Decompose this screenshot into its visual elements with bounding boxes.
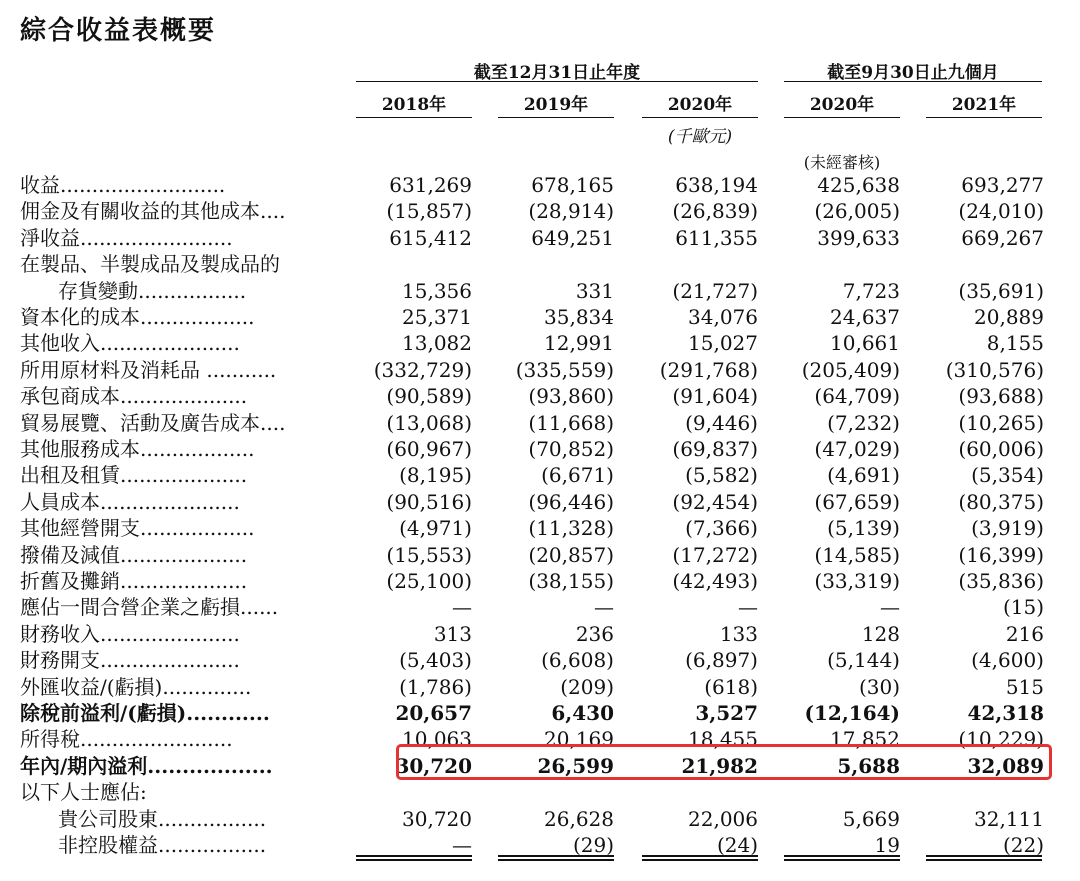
row-label: 所得稅........................ [20, 727, 233, 752]
table-row [0, 357, 1080, 383]
value-cell: — [738, 595, 758, 620]
value-cell: (60,006) [958, 437, 1044, 461]
row-label: 人員成本...................... [20, 489, 240, 514]
value-cell: 17,852 [830, 727, 900, 752]
value-cell: 8,155 [986, 331, 1044, 356]
header-group-nine-months: 截至9月30日止九個月 [827, 63, 999, 83]
value-cell: (16,399) [958, 542, 1044, 567]
value-cell: (1,786) [399, 674, 472, 699]
value-cell: — [452, 833, 472, 857]
double-underline [356, 855, 472, 861]
value-cell: 5,688 [837, 753, 900, 778]
row-label: 外匯收益/(虧損).............. [20, 674, 252, 699]
value-cell: 15,356 [402, 278, 472, 303]
value-cell: 34,076 [688, 305, 758, 329]
value-cell: 6,430 [551, 701, 614, 725]
value-cell: 18,455 [688, 727, 758, 752]
value-cell: 669,267 [961, 225, 1044, 250]
row-label: 財務開支...................... [20, 648, 240, 673]
header-group-year: 截至12月31日止年度 [473, 63, 641, 83]
table-row [0, 251, 1080, 277]
value-cell: (64,709) [814, 384, 900, 409]
table-row [0, 330, 1080, 356]
year-rule [784, 117, 900, 118]
value-cell: 26,628 [544, 806, 614, 831]
value-cell: (24) [716, 833, 758, 857]
value-cell: 20,657 [395, 701, 472, 725]
year-rule [642, 117, 758, 118]
table-row [0, 304, 1080, 330]
value-cell: (15) [1002, 595, 1044, 620]
value-cell: 35,834 [544, 305, 614, 329]
value-cell: (28,914) [528, 199, 614, 224]
value-cell: 615,412 [389, 225, 472, 250]
value-cell: 216 [1005, 621, 1044, 646]
value-cell: 678,165 [531, 173, 614, 197]
page-title: 綜合收益表概要 [20, 16, 217, 46]
value-cell: 32,111 [974, 806, 1044, 831]
value-cell: (6,671) [541, 463, 614, 488]
value-cell: 19 [874, 833, 900, 857]
value-cell: (25,100) [386, 569, 472, 593]
value-cell: 425,638 [817, 173, 900, 197]
row-label: 貴公司股東................. [58, 806, 267, 831]
value-cell: (93,860) [528, 384, 614, 409]
value-cell: (5,582) [685, 463, 758, 488]
value-cell: (26,005) [814, 199, 900, 224]
table-row [0, 594, 1080, 620]
table-row [0, 383, 1080, 409]
unit-label: (千歐元) [667, 127, 733, 147]
table-row [0, 172, 1080, 198]
row-label: 應佔一間合營企業之虧損...... [20, 595, 279, 620]
value-cell: (5,403) [399, 648, 472, 673]
value-cell: 313 [433, 621, 472, 646]
value-cell: (6,608) [541, 648, 614, 673]
year-header-2021-9m: 2021年 [951, 95, 1017, 115]
value-cell: (47,029) [814, 437, 900, 461]
value-cell: (69,837) [672, 437, 758, 461]
table-row [0, 198, 1080, 224]
value-cell: 24,637 [830, 305, 900, 329]
row-label: 貿易展覽、活動及廣告成本.... [20, 410, 286, 435]
row-label: 財務收入...................... [20, 621, 240, 646]
value-cell: (33,319) [814, 569, 900, 593]
row-label: 淨收益........................ [20, 225, 233, 250]
row-label: 除稅前溢利/(虧損)............ [20, 701, 270, 725]
row-label: 佣金及有關收益的其他成本.... [20, 199, 286, 224]
value-cell: (80,375) [958, 489, 1044, 514]
value-cell: 15,027 [688, 331, 758, 356]
table-row [0, 542, 1080, 568]
value-cell: 128 [861, 621, 900, 646]
value-cell: (13,068) [386, 410, 472, 435]
value-cell: (12,164) [804, 701, 900, 725]
row-label: 收益.......................... [20, 173, 226, 197]
value-cell: (6,897) [685, 648, 758, 673]
value-cell: 5,669 [842, 806, 900, 831]
value-cell: (14,585) [814, 542, 900, 567]
value-cell: (35,691) [958, 278, 1044, 303]
table-row [0, 674, 1080, 700]
table-row [0, 568, 1080, 594]
row-label: 撥備及減值.................... [20, 542, 248, 567]
header-group-nine-months-rule [784, 81, 1042, 82]
table-row [0, 779, 1080, 805]
value-cell: (60,967) [386, 437, 472, 461]
value-cell: (10,265) [958, 410, 1044, 435]
double-underline [926, 855, 1042, 861]
value-cell: (30) [858, 674, 900, 699]
value-cell: 133 [719, 621, 758, 646]
value-cell: 13,082 [402, 331, 472, 356]
value-cell: 631,269 [389, 173, 472, 197]
table-row [0, 515, 1080, 541]
value-cell: (7,366) [685, 516, 758, 541]
value-cell: 21,982 [681, 753, 758, 778]
value-cell: (93,688) [958, 384, 1044, 409]
value-cell: (7,232) [827, 410, 900, 435]
double-underline [784, 855, 900, 861]
row-label: 其他收入...................... [20, 331, 240, 356]
value-cell: 12,991 [544, 331, 614, 356]
value-cell: 22,006 [688, 806, 758, 831]
value-cell: 399,633 [817, 225, 900, 250]
value-cell: (20,857) [528, 542, 614, 567]
year-header-2020: 2020年 [667, 95, 733, 115]
value-cell: (310,576) [945, 357, 1044, 382]
row-label: 其他經營開支.................. [20, 516, 255, 541]
value-cell: 30,720 [402, 806, 472, 831]
row-label: 承包商成本.................... [20, 384, 248, 409]
value-cell: 26,599 [537, 753, 614, 778]
value-cell: (26,839) [672, 199, 758, 224]
value-cell: 331 [575, 278, 614, 303]
table-row [0, 436, 1080, 462]
value-cell: (618) [704, 674, 758, 699]
value-cell: (29) [572, 833, 614, 857]
unaudited-label: (未經審核) [803, 153, 881, 172]
value-cell: 10,661 [830, 331, 900, 356]
table-row [0, 462, 1080, 488]
value-cell: (90,589) [386, 384, 472, 409]
row-label: 非控股權益................. [58, 833, 267, 857]
value-cell: (70,852) [528, 437, 614, 461]
year-rule [356, 117, 472, 118]
value-cell: (10,229) [958, 727, 1044, 752]
header-group-year-rule [356, 81, 758, 82]
value-cell: — [880, 595, 900, 620]
value-cell: (5,139) [827, 516, 900, 541]
value-cell: 638,194 [675, 173, 758, 197]
value-cell: (205,409) [801, 357, 900, 382]
value-cell: 7,723 [842, 278, 900, 303]
value-cell: (96,446) [528, 489, 614, 514]
value-cell: 693,277 [961, 173, 1044, 197]
table-row [0, 278, 1080, 304]
value-cell: (11,668) [528, 410, 614, 435]
value-cell: (4,691) [827, 463, 900, 488]
value-cell: (15,857) [386, 199, 472, 224]
value-cell: 3,527 [695, 701, 758, 725]
value-cell: (3,919) [971, 516, 1044, 541]
row-label: 出租及租賃.................... [20, 463, 248, 488]
year-header-2020-9m: 2020年 [809, 95, 875, 115]
year-header-2019: 2019年 [523, 95, 589, 115]
value-cell: — [452, 595, 472, 620]
value-cell: (332,729) [373, 357, 472, 382]
value-cell: (4,600) [971, 648, 1044, 673]
value-cell: (209) [560, 674, 614, 699]
value-cell: (9,446) [685, 410, 758, 435]
value-cell: (90,516) [386, 489, 472, 514]
value-cell: (5,354) [971, 463, 1044, 488]
value-cell: (67,659) [814, 489, 900, 514]
value-cell: 236 [575, 621, 614, 646]
value-cell: 515 [1005, 674, 1044, 699]
value-cell: (15,553) [386, 542, 472, 567]
value-cell: 649,251 [531, 225, 614, 250]
year-rule [498, 117, 614, 118]
value-cell: (17,272) [672, 542, 758, 567]
value-cell: (22) [1002, 833, 1044, 857]
row-label: 在製品、半製成品及製成品的 [20, 252, 280, 277]
value-cell: 32,089 [967, 753, 1044, 778]
value-cell: 30,720 [395, 753, 472, 778]
table-row [0, 647, 1080, 673]
value-cell: (8,195) [399, 463, 472, 488]
table-row [0, 410, 1080, 436]
table-row [0, 225, 1080, 251]
value-cell: (335,559) [515, 357, 614, 382]
table-row [0, 700, 1080, 726]
value-cell: (4,971) [399, 516, 472, 541]
value-cell: 25,371 [402, 305, 472, 329]
value-cell: 20,169 [544, 727, 614, 752]
row-label: 年內/期內溢利.................. [20, 753, 273, 778]
value-cell: (38,155) [528, 569, 614, 593]
value-cell: — [594, 595, 614, 620]
table-row [0, 489, 1080, 515]
value-cell: (5,144) [827, 648, 900, 673]
value-cell: (11,328) [528, 516, 614, 541]
value-cell: 611,355 [675, 225, 758, 250]
value-cell: 10,063 [402, 727, 472, 752]
row-label: 其他服務成本.................. [20, 437, 255, 461]
row-label: 折舊及攤銷.................... [20, 569, 248, 593]
double-underline [498, 855, 614, 861]
table-row [0, 621, 1080, 647]
row-label: 存貨變動................. [58, 278, 247, 303]
value-cell: (291,768) [659, 357, 758, 382]
value-cell: (24,010) [958, 199, 1044, 224]
value-cell: (92,454) [672, 489, 758, 514]
year-header-2018: 2018年 [381, 95, 447, 115]
value-cell: (42,493) [672, 569, 758, 593]
highlight-box [396, 744, 1052, 780]
value-cell: (21,727) [672, 278, 758, 303]
value-cell: 20,889 [974, 305, 1044, 329]
value-cell: (35,836) [958, 569, 1044, 593]
row-label: 以下人士應佔: [20, 780, 147, 805]
value-cell: (91,604) [672, 384, 758, 409]
table-row [0, 806, 1080, 832]
row-label: 資本化的成本.................. [20, 305, 255, 329]
row-label: 所用原材料及消耗品 ........... [20, 357, 277, 382]
year-rule [926, 117, 1042, 118]
value-cell: 42,318 [967, 701, 1044, 725]
double-underline [642, 855, 758, 861]
